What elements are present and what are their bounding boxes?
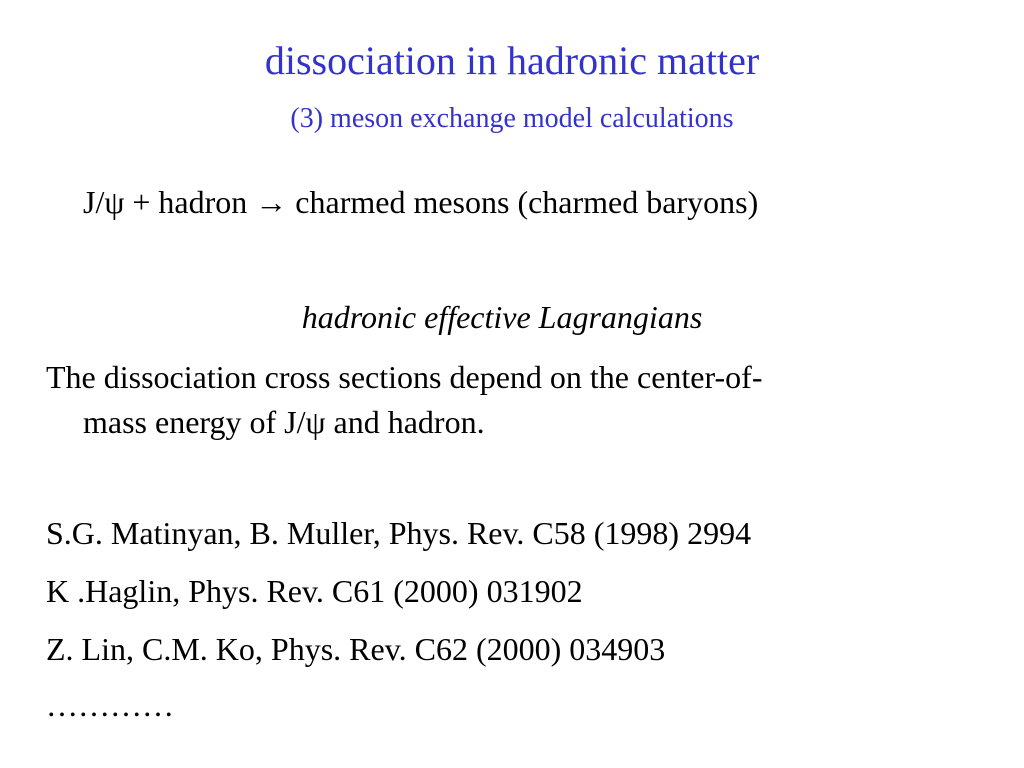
ellipsis: ………… xyxy=(46,687,174,723)
reference-list xyxy=(46,514,1006,688)
paragraph-line-2: mass energy of J/ψ and hadron. xyxy=(83,404,485,440)
reference-item: Z. Lin, C.M. Ko, Phys. Rev. C62 (2000) 034903 xyxy=(46,631,666,667)
lagrangians-heading: hadronic effective Lagrangians xyxy=(301,299,703,335)
reference-item: S.G. Matinyan, B. Muller, Phys. Rev. C58 (1998) 2994 xyxy=(46,515,752,551)
slide-title: dissociation in hadronic matter xyxy=(264,38,760,83)
body-paragraph xyxy=(46,355,986,445)
slide-subtitle: (3) meson exchange model calculations xyxy=(290,103,734,134)
paragraph-line-1: The dissociation cross sections depend on the center-of- xyxy=(46,359,763,395)
reference-item: K .Haglin, Phys. Rev. C61 (2000) 031902 xyxy=(46,573,583,609)
reaction-equation: J/ψ + hadron → charmed mesons (charmed baryons) xyxy=(83,184,759,220)
